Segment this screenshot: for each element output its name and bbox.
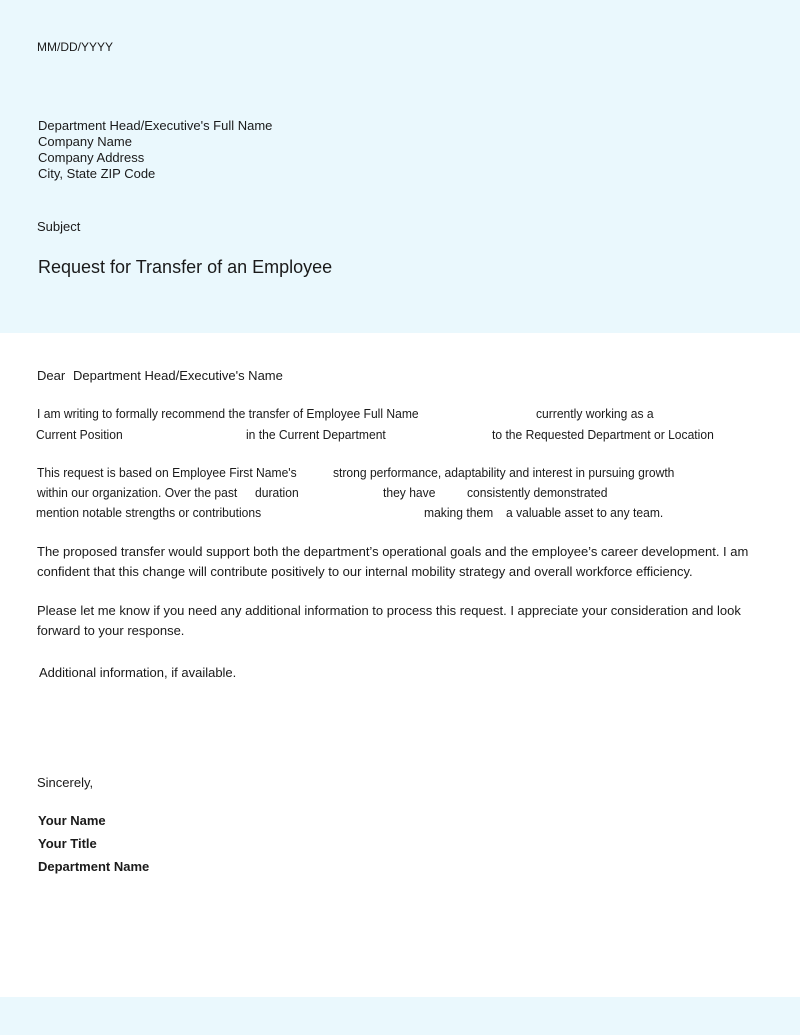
p1-working-as: currently working as a xyxy=(536,406,654,421)
p2-asset: a valuable asset to any team. xyxy=(506,505,664,520)
p1-position: Current Position xyxy=(36,427,123,442)
p1-requested: to the Requested Department or Location xyxy=(492,427,714,442)
recipient-city: City, State ZIP Code xyxy=(38,166,156,181)
salutation: Dear xyxy=(37,368,66,383)
p1-intro: I am writing to formally recommend the transfer of Employee Full Name xyxy=(37,406,419,421)
signer-department: Department Name xyxy=(38,859,150,874)
sign-off: Sincerely, xyxy=(37,775,94,790)
recipient-address-line: Company Address xyxy=(38,150,145,165)
p2-based-on: This request is based on Employee First Name's xyxy=(37,465,297,480)
p2-within: within our organization. Over the past xyxy=(37,485,238,500)
salutation-name: Department Head/Executive's Name xyxy=(73,368,283,383)
signer-name: Your Name xyxy=(38,813,106,828)
paragraph-4: Please let me know if you need any additional information to process this request. I appreciate your consideration and look forward to your response. xyxy=(37,603,741,638)
additional-info: Additional information, if available. xyxy=(39,665,237,680)
p2-strong: strong performance, adaptability and interest in pursuing growth xyxy=(333,465,675,480)
p2-demonstrated: consistently demonstrated xyxy=(467,485,608,500)
paragraph-3: The proposed transfer would support both the department’s operational goals and the employee’s career development. I am confident that this change will contribute positively to our internal mobility strategy and overall workforce efficiency. xyxy=(37,544,749,579)
p2-making-them: making them xyxy=(424,505,494,520)
p2-mention: mention notable strengths or contributions xyxy=(36,505,262,520)
p2-duration: duration xyxy=(255,485,299,500)
signer-title: Your Title xyxy=(38,836,97,851)
recipient-name: Department Head/Executive's Full Name xyxy=(38,118,273,133)
recipient-company: Company Name xyxy=(38,134,132,149)
p1-department: in the Current Department xyxy=(246,427,386,442)
subject-label: Subject xyxy=(37,219,81,234)
p2-they-have: they have xyxy=(383,485,436,500)
date: MM/DD/YYYY xyxy=(37,40,114,54)
footer-band xyxy=(0,997,800,1035)
subject-title: Request for Transfer of an Employee xyxy=(38,257,333,277)
